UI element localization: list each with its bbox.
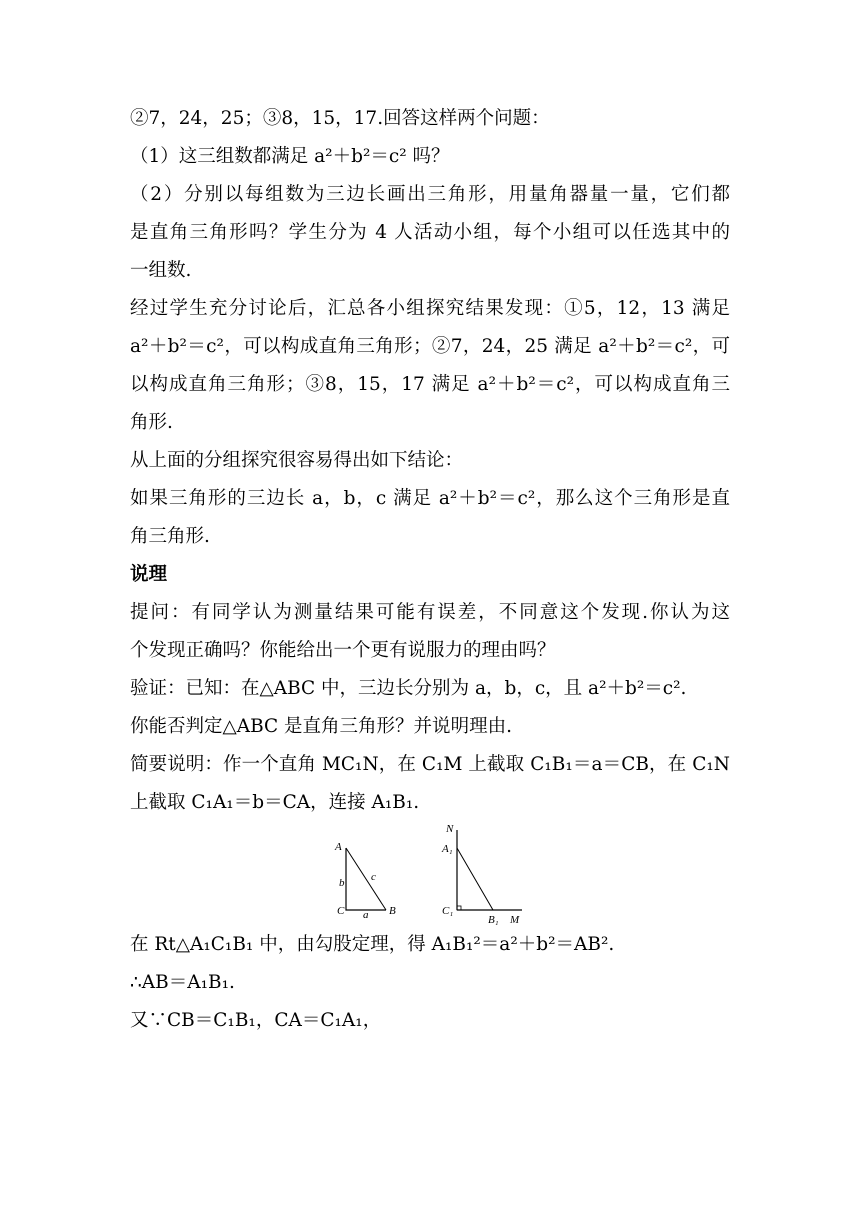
triangle-abc	[334, 841, 396, 921]
label-C1: C₁	[442, 905, 454, 917]
document-page	[130, 100, 730, 1040]
text-line: 你能否判定△ABC 是直角三角形？并说明理由.	[130, 716, 512, 737]
label-C: C	[337, 905, 345, 917]
label-B1: B₁	[488, 914, 499, 926]
text-line: ∴AB＝A₁B₁.	[130, 972, 235, 993]
text-line: 提问：有同学认为测量结果可能有误差，不同意这个发现.你认为这	[130, 602, 730, 623]
label-A1: A₁	[442, 843, 453, 855]
label-c: c	[371, 871, 376, 883]
text-line: 是直角三角形吗？学生分为 4 人活动小组，每个小组可以任选其中的	[130, 222, 730, 243]
text-line: 一组数.	[130, 260, 192, 281]
label-N: N	[446, 823, 454, 835]
label-A: A	[335, 841, 342, 853]
text-line: 在 Rt△A₁C₁B₁ 中，由勾股定理，得 A₁B₁²＝a²＋b²＝AB².	[130, 934, 615, 955]
conclusion-line: 如果三角形的三边长 a，b，c 满足 a²＋b²＝c²，那么这个三角形是直	[130, 488, 730, 509]
label-M: M	[510, 914, 520, 926]
text-line: 个发现正确吗？你能给出一个更有说服力的理由吗？	[130, 640, 556, 661]
question-2: （2）分别以每组数为三边长画出三角形，用量角器量一量，它们都	[130, 184, 730, 205]
label-b: b	[339, 877, 345, 889]
text-line: 从上面的分组探究很容易得出如下结论：	[130, 450, 464, 471]
label-B: B	[389, 905, 396, 917]
triangle-figure	[130, 822, 730, 926]
text-line: 上截取 C₁A₁＝b＝CA，连接 A₁B₁.	[130, 792, 420, 813]
text-line: 验证：已知：在△ABC 中，三边长分别为 a，b，c，且 a²＋b²＝c².	[130, 678, 687, 699]
text-line: 又∵CB＝C₁B₁，CA＝C₁A₁，	[130, 1010, 382, 1031]
question-1: （1）这三组数都满足 a²＋b²＝c² 吗？	[130, 146, 450, 167]
label-a: a	[363, 909, 369, 921]
triangle-diagram	[130, 822, 730, 926]
section-heading: 说理	[130, 564, 168, 585]
text-line: 简要说明：作一个直角 MC₁N，在 C₁M 上截取 C₁B₁＝a＝CB，在 C₁N	[130, 754, 730, 775]
text-line: 以构成直角三角形；③8，15，17 满足 a²＋b²＝c²，可以构成直角三	[130, 374, 730, 395]
text-line: ②7，24，25；③8，15，17.回答这样两个问题：	[130, 108, 550, 129]
conclusion-line: 角三角形.	[130, 526, 210, 547]
text-line: 角形.	[130, 412, 173, 433]
triangle-a1c1b1	[441, 823, 522, 926]
text-line: a²＋b²＝c²，可以构成直角三角形；②7，24，25 满足 a²＋b²＝c²，可	[130, 336, 730, 357]
text-line: 经过学生充分讨论后，汇总各小组探究结果发现：①5，12，13 满足	[130, 298, 730, 319]
